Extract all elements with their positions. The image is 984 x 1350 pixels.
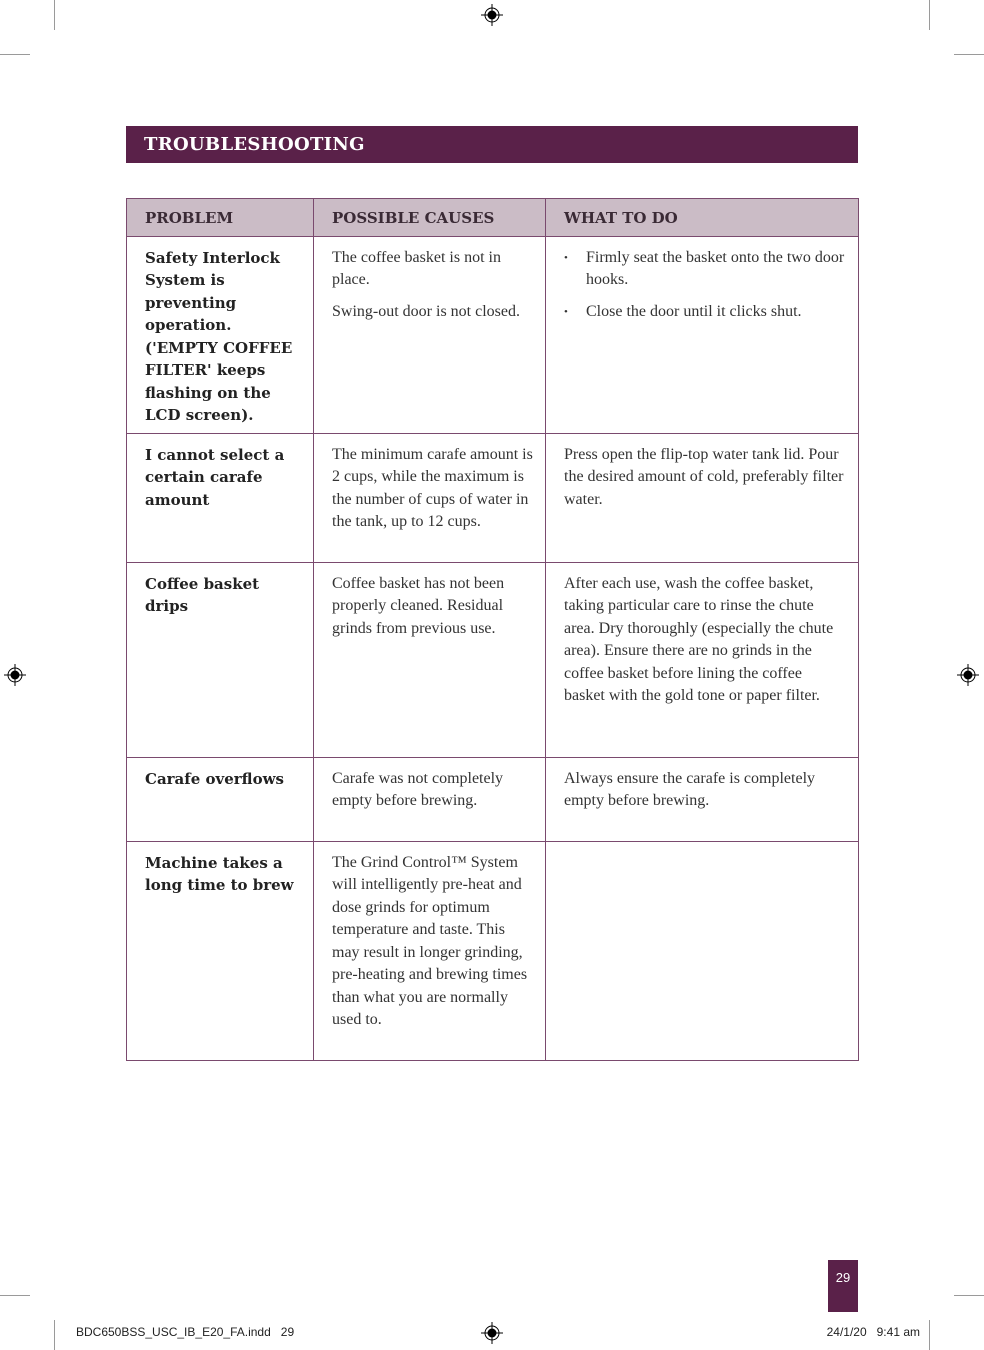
action-cell: After each use, wash the coffee basket, taking particular care to rinse the chute area. Dry thoroughly (especially the chute area). Ensure there are no grinds in the coffee basket before lining the coffee basket with the gold tone or paper filter.	[546, 562, 859, 757]
column-header-causes: POSSIBLE CAUSES	[314, 199, 546, 237]
crop-mark	[929, 1320, 930, 1350]
section-title: TROUBLESHOOTING	[126, 126, 858, 163]
registration-mark-icon	[481, 1322, 503, 1344]
action-bullet: • Firmly seat the basket onto the two door hooks.	[586, 247, 846, 292]
causes-cell	[314, 433, 546, 562]
table-row	[127, 841, 859, 1060]
column-header-problem: PROBLEM	[127, 199, 314, 237]
page-number: 29	[828, 1260, 858, 1312]
cause-text: Swing-out door is not closed.	[332, 302, 520, 320]
problem-cell: I cannot select a certain carafe amount	[127, 433, 314, 562]
action-cell: Press open the flip-top water tank lid. Pour the desired amount of cold, preferably filter water.	[546, 433, 859, 562]
registration-mark-icon	[481, 4, 503, 26]
problem-cell: Carafe overflows	[127, 757, 314, 841]
cause-text: Coffee basket has not been properly cleaned. Residual grinds from previous use.	[332, 574, 505, 637]
causes-cell	[314, 757, 546, 841]
action-bullet: • Close the door until it clicks shut.	[586, 301, 846, 324]
registration-mark-icon	[4, 664, 26, 686]
crop-mark	[0, 1295, 30, 1296]
crop-mark	[54, 1320, 55, 1350]
troubleshooting-table	[126, 198, 859, 1061]
problem-cell: Safety Interlock System is preventing operation. ('EMPTY COFFEE FILTER' keeps flashing on the LCD screen).	[127, 236, 314, 433]
table-row	[127, 562, 859, 757]
cause-text: The coffee basket is not in place.	[332, 248, 501, 288]
cause-text: The minimum carafe amount is 2 cups, while the maximum is the number of cups of water in the tank, up to 12 cups.	[332, 445, 533, 530]
table-row	[127, 236, 859, 433]
crop-mark	[0, 54, 30, 55]
action-cell: Always ensure the carafe is completely empty before brewing.	[546, 757, 859, 841]
problem-cell: Coffee basket drips	[127, 562, 314, 757]
action-cell	[546, 236, 859, 433]
crop-mark	[54, 0, 55, 30]
table-row	[127, 757, 859, 841]
table-header-row	[127, 199, 859, 237]
crop-mark	[929, 0, 930, 30]
crop-mark	[954, 54, 984, 55]
causes-cell	[314, 562, 546, 757]
causes-cell	[314, 841, 546, 1060]
registration-mark-icon	[957, 664, 979, 686]
footer-file-slug: BDC650BSS_USC_IB_E20_FA.indd 29	[76, 1325, 295, 1339]
table-row	[127, 433, 859, 562]
cause-text: The Grind Control™ System will intelligently pre-heat and dose grinds for optimum temperature and taste. This may result in longer grinding, pre-heating and brewing times than what you are normally used to.	[332, 853, 528, 1028]
footer-date-slug: 24/1/20 9:41 am	[826, 1325, 920, 1339]
action-cell	[546, 841, 859, 1060]
column-header-what-to-do: WHAT TO DO	[546, 199, 859, 237]
causes-cell	[314, 236, 546, 433]
problem-cell: Machine takes a long time to brew	[127, 841, 314, 1060]
crop-mark	[954, 1295, 984, 1296]
cause-text: Carafe was not completely empty before brewing.	[332, 769, 504, 809]
